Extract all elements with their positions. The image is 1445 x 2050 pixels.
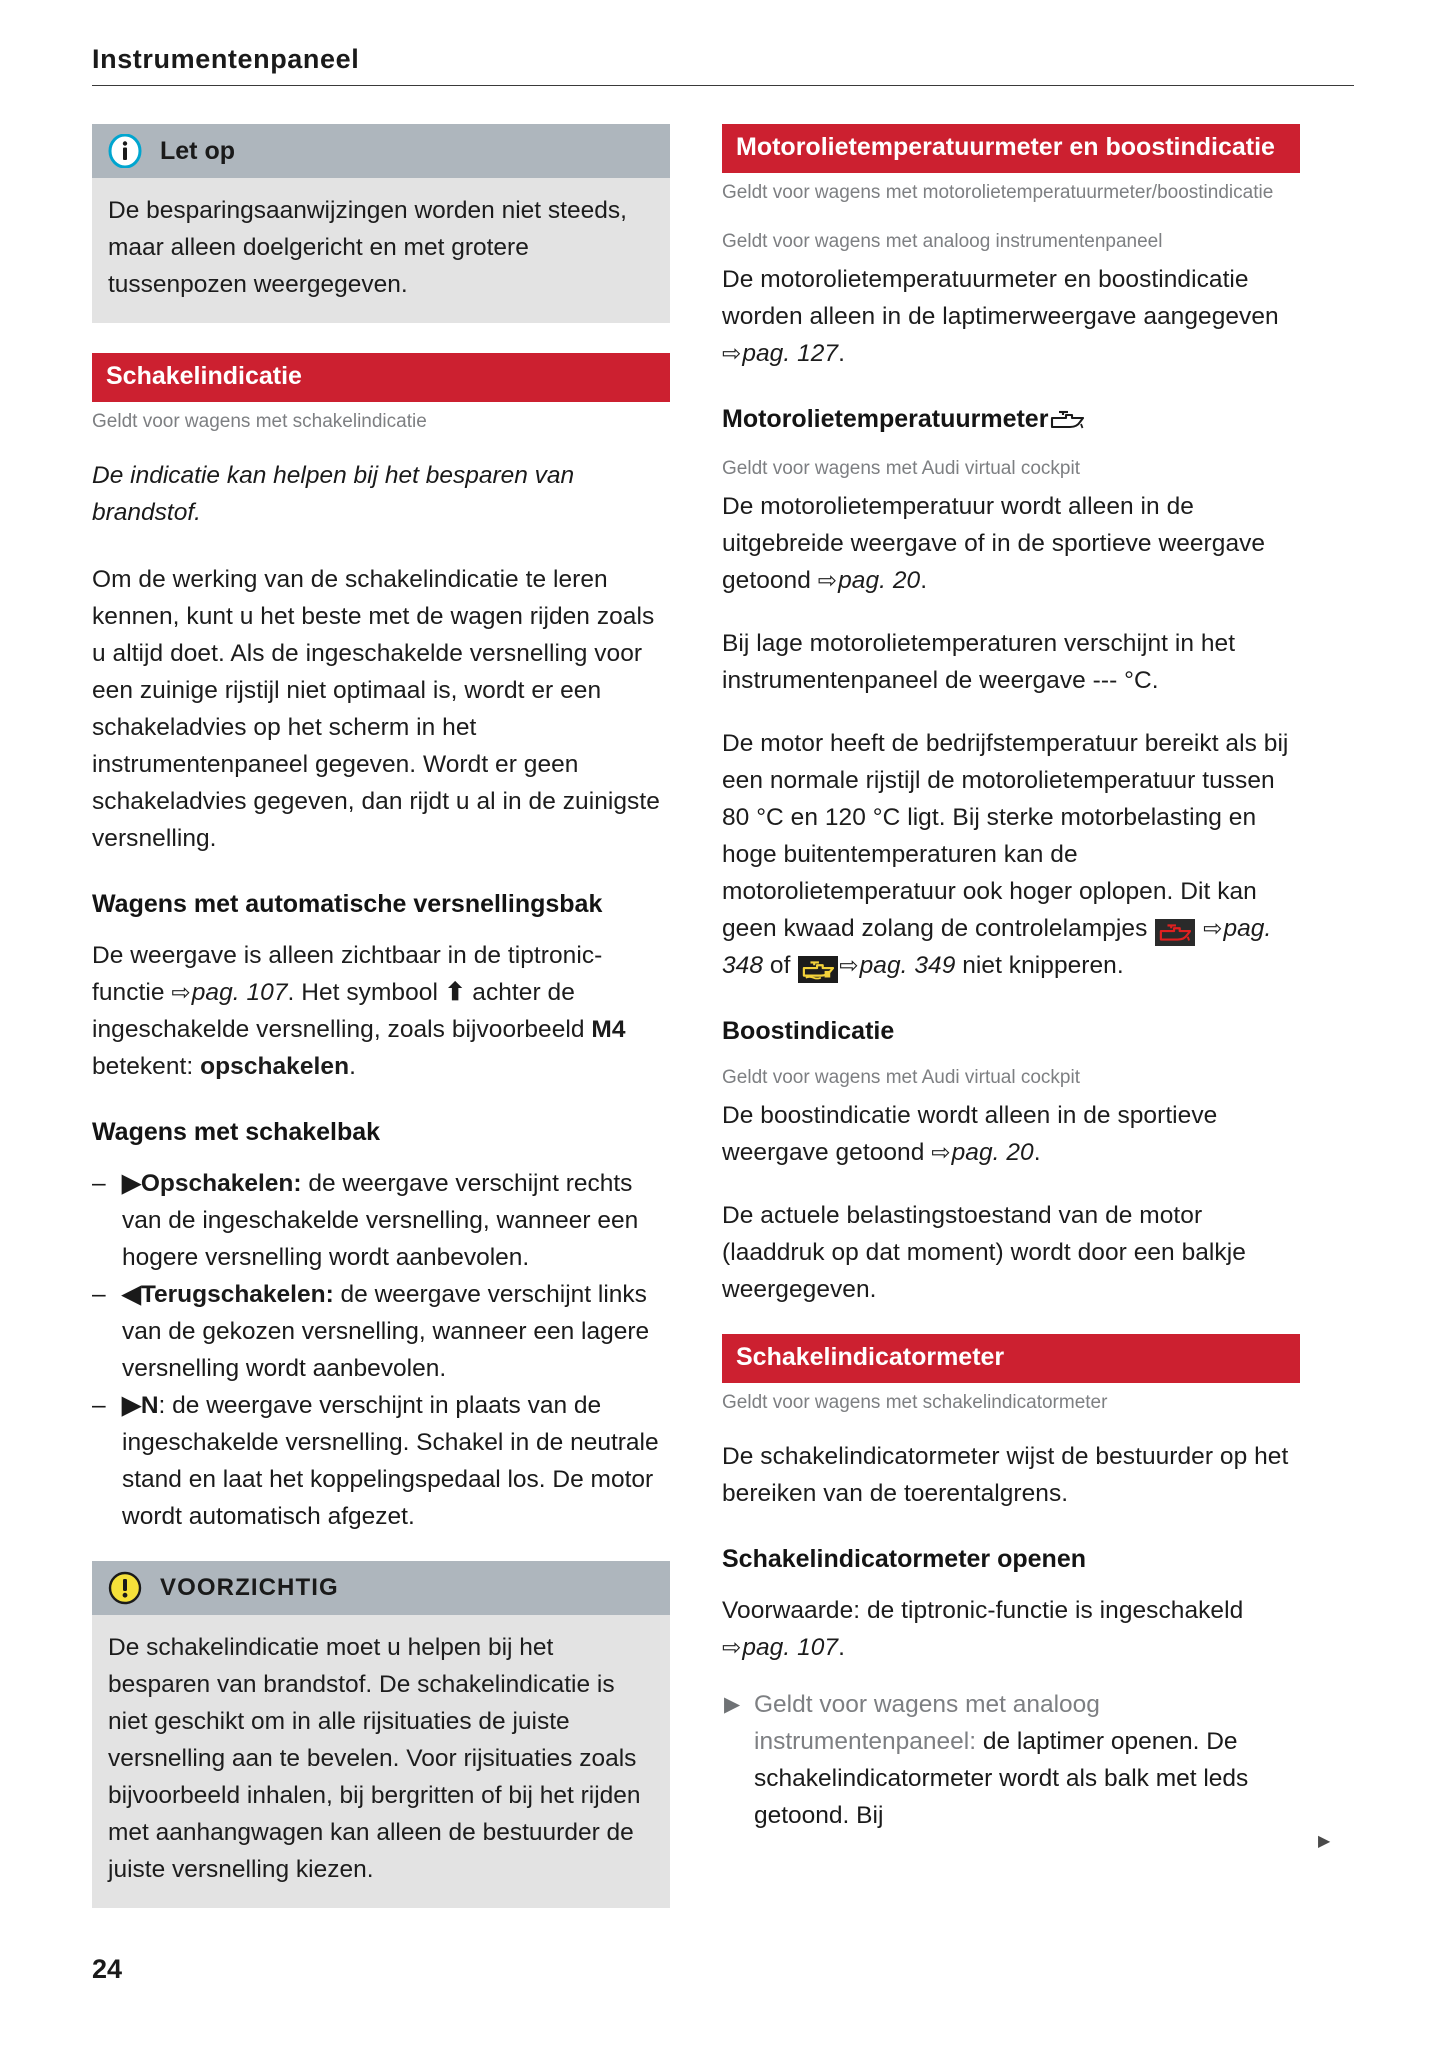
list-dash: – [92, 1170, 106, 1197]
boost-text-1: De boostindicatie wordt alleen in de sportieve weergave getoond [722, 1102, 1218, 1166]
schakelindicatie-paragraph: Om de werking van de schakelindicatie te leren kennen, kunt u het beste met de wagen rijden zoals u altijd doet. Als de ingeschakelde versnelling voor een zuinige rijstijl niet optimaal is, wordt er een schakeladvies op het scherm in het instrumentenpaneel gegeven. Wordt er geen schakeladvies gegeven, dan rijdt u al in de zuinigste versnelling. [92, 566, 660, 852]
auto-text-5: . [349, 1053, 356, 1080]
intro-italic-text: De indicatie kan helpen bij het besparen van brandstof. [92, 462, 575, 526]
page-title: Instrumentenpaneel [92, 44, 360, 74]
section-heading-motorolietemperatuurmeter: Motorolietemperatuurmeter en boostindicatie [722, 124, 1300, 173]
motorolie-text-1: De motorolietemperatuurmeter en boostindicatie worden alleen in de laptimerweergave aangegeven [722, 266, 1279, 330]
boost-paragraph-1 [722, 1097, 1300, 1171]
condition-text-1: Voorwaarde: de tiptronic-functie is ingeschakeld [722, 1597, 1244, 1624]
applies-note-motorolie: Geldt voor wagens met motorolietemperatuurmeter/boostindicatie [722, 182, 1274, 203]
auto-text-4: betekent: [92, 1053, 201, 1080]
note-box-text: De besparingsaanwijzingen worden niet steeds, maar alleen doelgericht en met grotere tussenpozen weergegeven. [108, 197, 627, 298]
list-text: de weergave verschijnt rechts van de ingeschakelde versnelling, wanneer een hogere versnelling wordt aanbevolen. [122, 1170, 639, 1271]
shift-up-triangle-icon: ▶ [122, 1170, 141, 1197]
page-ref-arrow-icon: ⇨ [722, 1634, 742, 1660]
oiltemp-paragraph-1 [722, 488, 1300, 599]
oil-can-icon [1050, 405, 1084, 439]
subheading-automatische-versnellingsbak: Wagens met automatische versnellingsbak [92, 890, 603, 918]
list-dash: – [92, 1281, 106, 1308]
page-ref-arrow-icon: ⇨ [722, 340, 742, 366]
page-ref-arrow-icon: ⇨ [171, 979, 191, 1005]
page-ref-arrow-icon: ⇨ [931, 1139, 951, 1165]
oiltemp-text-1: De motorolietemperatuur wordt alleen in de uitgebreide weergave of in de sportieve weergave getoond [722, 493, 1266, 594]
shiftmeter-condition [722, 1592, 1300, 1666]
list-item [92, 1387, 670, 1535]
page-number: 24 [92, 1954, 123, 1984]
page-ref-127: pag. 127 [742, 340, 839, 367]
applies-note-virtual-cockpit: Geldt voor wagens met Audi virtual cockpit [722, 458, 1081, 479]
right-column [722, 124, 1300, 1834]
list-text: : de weergave verschijnt in plaats van de ingeschakelde versnelling. Schakel in de neutrale stand en laat het koppelingspedaal los. De motor wordt automatisch afgezet. [122, 1392, 659, 1530]
page-ref-20-boost: pag. 20 [951, 1139, 1034, 1166]
list-dash: – [92, 1392, 106, 1419]
oiltemp-paragraph-2: Bij lage motorolietemperaturen verschijnt in het instrumentenpaneel de weergave --- °C. [722, 630, 1236, 694]
up-arrow-icon: ⬆ [444, 979, 466, 1006]
section-heading-schakelindicatie: Schakelindicatie [92, 353, 670, 402]
list-item [722, 1686, 1300, 1834]
running-head [92, 44, 1354, 86]
continuation-arrow-icon: ▶ [1318, 1833, 1331, 1850]
list-text: de weergave verschijnt links van de gekozen versnelling, wanneer een lagere versnelling wordt aanbevolen. [122, 1281, 650, 1382]
applies-note-schakelindicatormeter: Geldt voor wagens met schakelindicatormeter [722, 1392, 1108, 1413]
caution-box-header [92, 1561, 670, 1615]
oiltemp-paragraph-3 [722, 725, 1300, 984]
list-term: Terugschakelen: [140, 1281, 334, 1308]
auto-text-3: achter de ingeschakelde versnelling, zoals bijvoorbeeld [92, 979, 592, 1043]
page-ref-arrow-icon: ⇨ [839, 952, 859, 978]
oiltemp-text-2: . [920, 567, 928, 594]
caution-box-body [92, 1615, 670, 1908]
auto-text-1: De weergave is alleen zichtbaar in de tiptronic-functie [92, 942, 603, 1006]
bullet-gray-text: Geldt voor wagens met analoog instrumentenpaneel: [754, 1691, 1100, 1755]
automatic-paragraph [92, 937, 670, 1085]
list-term: N [140, 1392, 159, 1419]
applies-note-boost: Geldt voor wagens met Audi virtual cockpit [722, 1067, 1081, 1088]
caution-box-text: De schakelindicatie moet u helpen bij het besparen van brandstof. De schakelindicatie is niet geschikt om in alle rijsituaties de juiste versnelling aan te bevelen. Voor rijsituaties zoals bijvoorbeeld inhalen, bij bergritten of bij het rijden met aanhangwagen kan alleen de bestuurder de juiste versnelling kiezen. [108, 1634, 641, 1883]
boost-text-2: . [1033, 1139, 1041, 1166]
bold-term-opschakelen: opschakelen [200, 1053, 350, 1080]
subheading-boostindicatie: Boostindicatie [722, 1017, 895, 1045]
subheading-schakelbak: Wagens met schakelbak [92, 1118, 381, 1146]
caution-box-title: VOORZICHTIG [160, 1574, 339, 1601]
subheading-motorolietemperatuurmeter [722, 402, 1300, 439]
condition-text-2: . [838, 1634, 845, 1661]
neutral-triangle-icon: ▶ [122, 1392, 141, 1419]
list-term: Opschakelen: [140, 1170, 302, 1197]
left-column [92, 124, 670, 1938]
applies-note-analoog: Geldt voor wagens met analoog instrumentenpaneel [722, 231, 1163, 252]
note-box-title: Let op [160, 136, 235, 165]
oil-can-yellow-icon [798, 956, 838, 983]
page-ref-20: pag. 20 [838, 567, 921, 594]
bullet-black-text: de laptimer openen. De schakelindicatormeter wordt als balk met leds getoond. Bij [754, 1728, 1249, 1829]
page-ref-107: pag. 107 [191, 979, 288, 1006]
section-heading-schakelindicatormeter: Schakelindicatormeter [722, 1334, 1300, 1383]
note-box [92, 124, 670, 323]
note-box-body [92, 178, 670, 323]
shiftmeter-paragraph: De schakelindicatormeter wijst de bestuurder op het bereiken van de toerentalgrens. [722, 1443, 1289, 1507]
motorolie-text-2: . [838, 340, 845, 367]
caution-box [92, 1561, 670, 1908]
auto-text-2: . Het symbool [287, 979, 445, 1006]
subheading-label: Motorolietemperatuurmeter [722, 405, 1049, 433]
warning-icon [108, 1571, 142, 1605]
list-item [92, 1165, 670, 1276]
bullet-triangle-icon: ▶ [724, 1693, 741, 1716]
oiltemp-text-5: of [763, 952, 798, 979]
page-ref-107-shift: pag. 107 [742, 1634, 839, 1661]
note-box-header [92, 124, 670, 178]
page-ref-349: pag. 349 [859, 952, 956, 979]
boost-paragraph-2: De actuele belastingstoestand van de motor (laaddruk op dat moment) wordt door een balkje weergegeven. [722, 1202, 1246, 1303]
gear-label-m4: M4 [591, 1016, 626, 1043]
shiftmeter-bullet-list [722, 1686, 1300, 1834]
oiltemp-text-6: niet knipperen. [955, 952, 1124, 979]
page-ref-348: pag. 348 [722, 915, 1272, 979]
applies-note-schakelindicatie: Geldt voor wagens met schakelindicatie [92, 411, 427, 432]
info-icon [108, 134, 142, 168]
subheading-schakelindicatormeter-openen: Schakelindicatormeter openen [722, 1545, 1087, 1573]
oil-can-red-icon [1155, 919, 1195, 946]
page-ref-arrow-icon: ⇨ [817, 567, 838, 593]
shift-down-triangle-icon: ◀ [122, 1281, 141, 1308]
page-ref-arrow-icon: ⇨ [1203, 915, 1223, 941]
oiltemp-text-3: De motor heeft de bedrijfstemperatuur bereikt als bij een normale rijstijl de motorolietemperatuur tussen 80 °C en 120 °C ligt. Bij sterke motorbelasting en hoge buitentemperaturen kan de motorolietemperatuur ook hoger oplopen. Dit kan geen kwaad zolang de controlelampjes [722, 730, 1289, 942]
header-rule [92, 85, 1354, 86]
manual-list [92, 1165, 670, 1535]
motorolie-intro-paragraph [722, 261, 1300, 372]
list-item [92, 1276, 670, 1387]
